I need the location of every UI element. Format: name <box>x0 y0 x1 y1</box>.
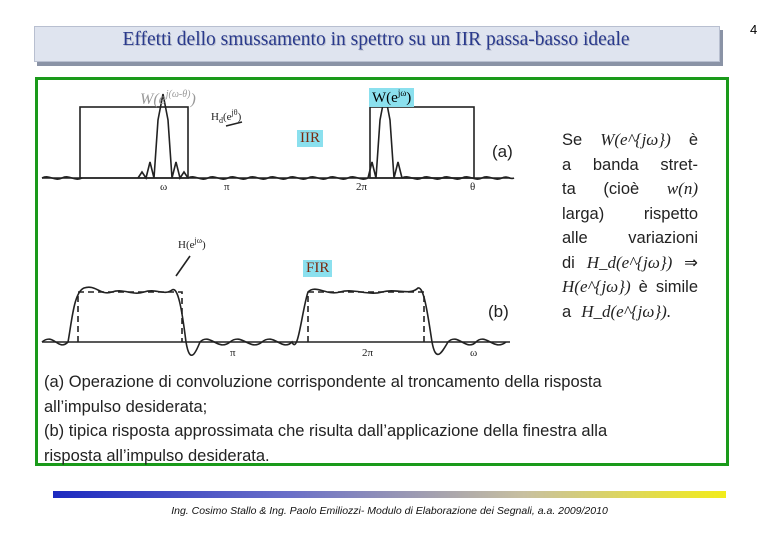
footer-credits: Ing. Cosimo Stallo & Ing. Paolo Emiliozzi- Modulo di Elaborazione dei Segnali, a.a. 2009/2010 <box>171 505 608 517</box>
caption-line: risposta all’impulso desiderata. <box>44 446 270 465</box>
side-word: rispetto <box>643 204 698 223</box>
plot-a <box>42 94 514 179</box>
side-word: H_d(e^{jω}). <box>581 301 672 321</box>
side-word: banda <box>592 155 639 174</box>
plot-b-ideal-1 <box>78 292 182 342</box>
caption-line: (a) Operazione di convoluzione corrispondente al troncamento della risposta <box>44 373 602 391</box>
plot-b-response <box>42 287 506 355</box>
plot-b <box>42 256 510 355</box>
side-word: Se <box>562 131 583 149</box>
side-line-1 <box>562 128 698 153</box>
side-word: è <box>638 278 648 296</box>
side-word: ta <box>562 180 576 198</box>
slide-title: Effetti dello smussamento in spettro su un IIR passa-basso ideale <box>122 29 630 50</box>
plot-b-h-label: $H(e^{j\omega})$ <box>178 236 206 251</box>
side-word: a <box>562 302 572 321</box>
side-word: stret- <box>660 155 698 174</box>
side-line-5 <box>562 226 698 251</box>
side-word: H_d(e^{jω}) <box>586 252 673 272</box>
plot-a-tick-omega: ω <box>160 181 168 193</box>
side-line-3 <box>562 177 698 202</box>
plot-b-ideal-2 <box>308 292 424 342</box>
figure-label-a: (a) <box>492 142 513 161</box>
side-word: è <box>688 131 698 149</box>
fir-tag: FIR <box>303 260 332 277</box>
side-word: (cioè <box>603 180 640 198</box>
side-word: variazioni <box>628 229 698 247</box>
iir-tag: IIR <box>297 130 323 147</box>
side-word: ⇒ <box>684 253 698 272</box>
side-word: a <box>562 155 572 174</box>
side-word: w(n) <box>666 179 698 198</box>
plot-a-wfunc-label: $W(e^{j(\omega-\theta)})$ <box>140 89 196 108</box>
side-word: larga) <box>562 204 605 223</box>
side-line-8 <box>562 300 698 325</box>
side-line-7 <box>562 275 698 300</box>
plot-b-tick-pi: π <box>230 347 236 359</box>
side-word: simile <box>655 278 698 296</box>
spectrum-plots <box>40 80 520 370</box>
side-word: di <box>562 253 575 272</box>
plot-a-ideal-lowpass-2 <box>370 107 474 178</box>
plot-a-tick-pi: π <box>224 181 230 193</box>
window-function-tag: $W(e^{j\omega})$ <box>369 88 414 107</box>
side-line-2 <box>562 153 698 178</box>
plot-a-ripple-mid <box>188 177 368 179</box>
footer-gradient-bar <box>53 491 726 498</box>
caption-line: all’impulso desiderata; <box>44 397 208 416</box>
page-number: 4 <box>750 22 758 37</box>
plot-a-tick-2pi: 2π <box>356 181 368 193</box>
figure-label-b: (b) <box>488 302 509 321</box>
plot-b-tick-omega: ω <box>470 347 478 359</box>
side-line-6 <box>562 251 698 276</box>
caption-line: (b) tipica risposta approssimata che risulta dall’applicazione della finestra alla <box>44 422 608 440</box>
figure-caption <box>44 370 724 468</box>
side-explanation <box>562 128 698 324</box>
plot-b-tick-2pi: 2π <box>362 347 374 359</box>
side-word: W(e^{jω}) <box>600 130 671 149</box>
plot-b-h-pointer <box>176 256 190 276</box>
plot-a-hd-label: $H_d(e^{j\theta})$ <box>211 108 242 125</box>
plot-a-tick-theta: θ <box>470 181 476 193</box>
side-line-4 <box>562 202 698 227</box>
side-word: alle <box>562 229 588 247</box>
side-word: H(e^{jω}) <box>562 277 631 296</box>
